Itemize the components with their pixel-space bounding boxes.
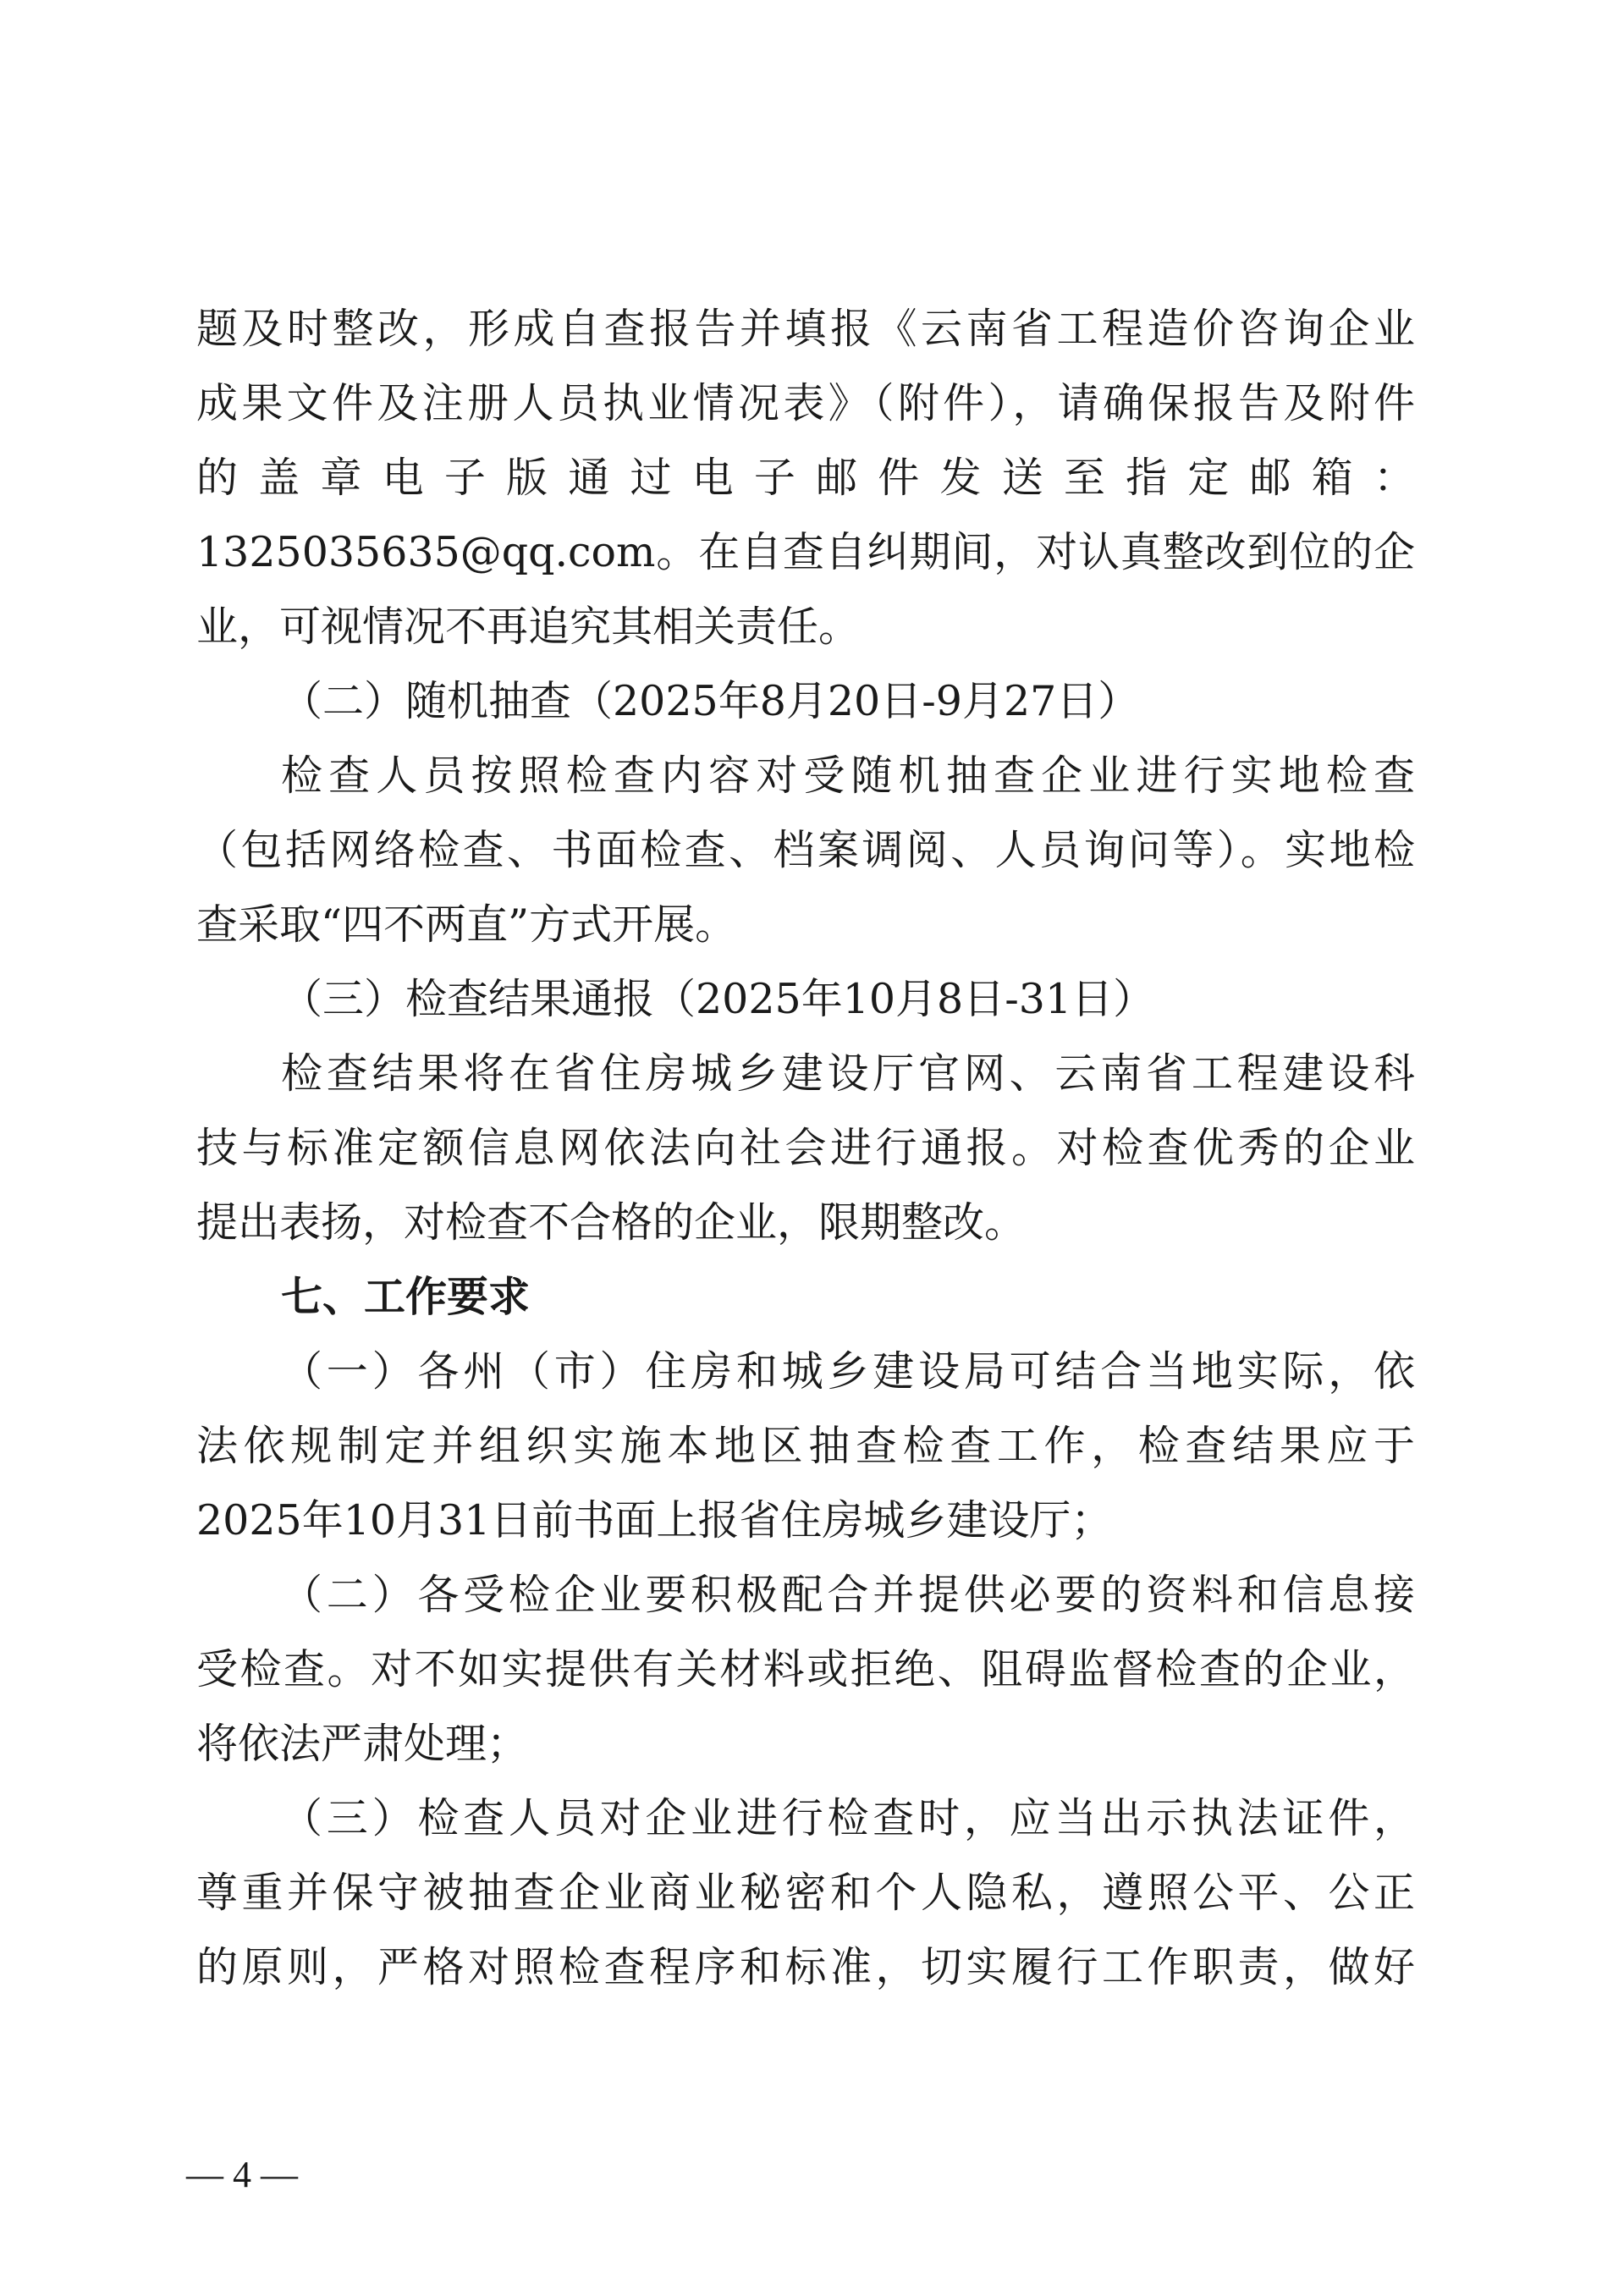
- text-line: 检查结果将在省住房城乡建设厅官网、云南省工程建设科: [281, 1049, 1415, 1098]
- text-line: 将依法严肃处理；: [196, 1720, 529, 1768]
- text-line: 提出表扬，对检查不合格的企业，限期整改。: [196, 1198, 1027, 1247]
- subheading-random-check: （二）随机抽查（2025年8月20日-9月27日）: [281, 677, 1140, 725]
- text-line: 法依规制定并组织实施本地区抽查检查工作，检查结果应于: [196, 1422, 1415, 1470]
- document-body: [196, 292, 1415, 2005]
- text-line: 的原则，严格对照检查程序和标准，切实履行工作职责，做好: [196, 1943, 1415, 1991]
- text-line: 技与标准定额信息网依法向社会进行通报。对检查优秀的企业: [196, 1124, 1415, 1172]
- page-number: — 4 —: [186, 2154, 298, 2195]
- text-line: 检查人员按照检查内容对受随机抽查企业进行实地检查: [281, 752, 1415, 800]
- subheading-result-notice: （三）检查结果通报（2025年10月8日-31日）: [281, 975, 1155, 1023]
- text-line: 的盖章电子版通过电子邮件发送至指定邮箱：: [196, 454, 1415, 502]
- text-line: 业，可视情况不再追究其相关责任。: [196, 603, 861, 651]
- text-line: 成果文件及注册人员执业情况表》（附件），请确保报告及附件: [196, 379, 1415, 427]
- text-line: 题及时整改，形成自查报告并填报《云南省工程造价咨询企业: [196, 305, 1415, 353]
- section-heading-work-requirements: 七、工作要求: [281, 1273, 531, 1321]
- text-line: （包括网络检查、书面检查、档案调阅、人员询问等）。实地检: [196, 826, 1415, 874]
- text-line: （二）各受检企业要积极配合并提供必要的资料和信息接: [281, 1571, 1415, 1619]
- text-line: （一）各州（市）住房和城乡建设局可结合当地实际，依: [281, 1347, 1415, 1396]
- text-line: 查采取“四不两直”方式开展。: [196, 900, 737, 949]
- text-line: 1325035635@qq.com。在自查自纠期间，对认真整改到位的企: [196, 528, 1415, 576]
- text-line: 2025年10月31日前书面上报省住房城乡建设厅；: [196, 1496, 1113, 1544]
- text-line: 受检查。对不如实提供有关材料或拒绝、阻碍监督检查的企业，: [196, 1645, 1415, 1693]
- text-line: 尊重并保守被抽查企业商业秘密和个人隐私，遵照公平、公正: [196, 1869, 1415, 1917]
- text-line: （三）检查人员对企业进行检查时，应当出示执法证件，: [281, 1794, 1415, 1842]
